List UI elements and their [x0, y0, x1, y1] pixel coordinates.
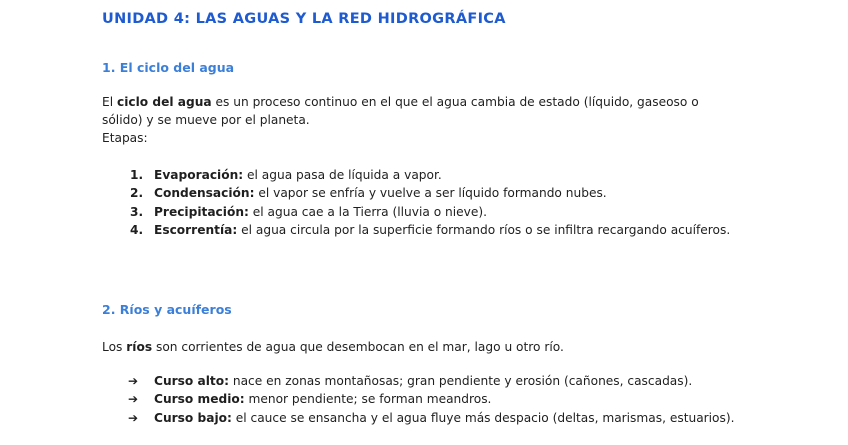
rivers-term: ríos	[126, 340, 153, 354]
section-1-heading: 1. El ciclo del agua	[102, 60, 235, 75]
stages-list	[124, 166, 730, 239]
course-item: ➔ Curso medio: menor pendiente; se forman meandros.	[124, 390, 735, 408]
arrow-bullet-icon: ➔	[128, 374, 139, 388]
water-cycle-term: ciclo del agua	[116, 95, 212, 109]
stage-item: 3. Precipitación: el agua cae a la Tierra (lluvia o nieve).	[124, 203, 730, 221]
stage-term: Escorrentía:	[154, 222, 238, 237]
rivers-intro: Los ríos son corrientes de agua que desembocan en el mar, lago u otro río.	[102, 340, 564, 354]
river-courses-list	[124, 372, 735, 427]
course-term: Curso medio:	[154, 392, 245, 407]
section-2-heading: 2. Ríos y acuíferos	[102, 302, 232, 317]
stage-item: 2. Condensación: el vapor se enfría y vuelve a ser líquido formando nubes.	[124, 184, 730, 202]
stage-item: 1. Evaporación: el agua pasa de líquida a vapor.	[124, 166, 730, 184]
course-item: ➔ Curso bajo: el cauce se ensancha y el agua fluye más despacio (deltas, marismas, estuarios).	[124, 409, 735, 427]
stages-label: Etapas:	[102, 131, 148, 145]
list-number: 3.	[130, 204, 144, 219]
water-cycle-intro: El ciclo del agua es un proceso continuo en el que el agua cambia de estado (líquido, gaseoso o sólido) y se mueve por el planeta. Etapas:	[102, 95, 699, 145]
stage-term: Condensación:	[154, 186, 255, 201]
stage-item: 4. Escorrentía: el agua circula por la superficie formando ríos o se infiltra recargando acuíferos.	[124, 221, 730, 239]
list-number: 2.	[130, 186, 144, 201]
course-term: Curso bajo:	[154, 410, 232, 425]
list-number: 4.	[130, 222, 144, 237]
course-item: ➔ Curso alto: nace en zonas montañosas; gran pendiente y erosión (cañones, cascadas).	[124, 372, 735, 390]
unit-title: UNIDAD 4: LAS AGUAS Y LA RED HIDROGRÁFICA	[102, 11, 506, 27]
stage-term: Evaporación:	[154, 168, 244, 182]
arrow-bullet-icon: ➔	[128, 410, 139, 425]
course-term: Curso alto:	[154, 374, 229, 388]
list-number: 1.	[130, 168, 144, 182]
stage-term: Precipitación:	[154, 204, 249, 219]
arrow-bullet-icon: ➔	[128, 392, 139, 407]
